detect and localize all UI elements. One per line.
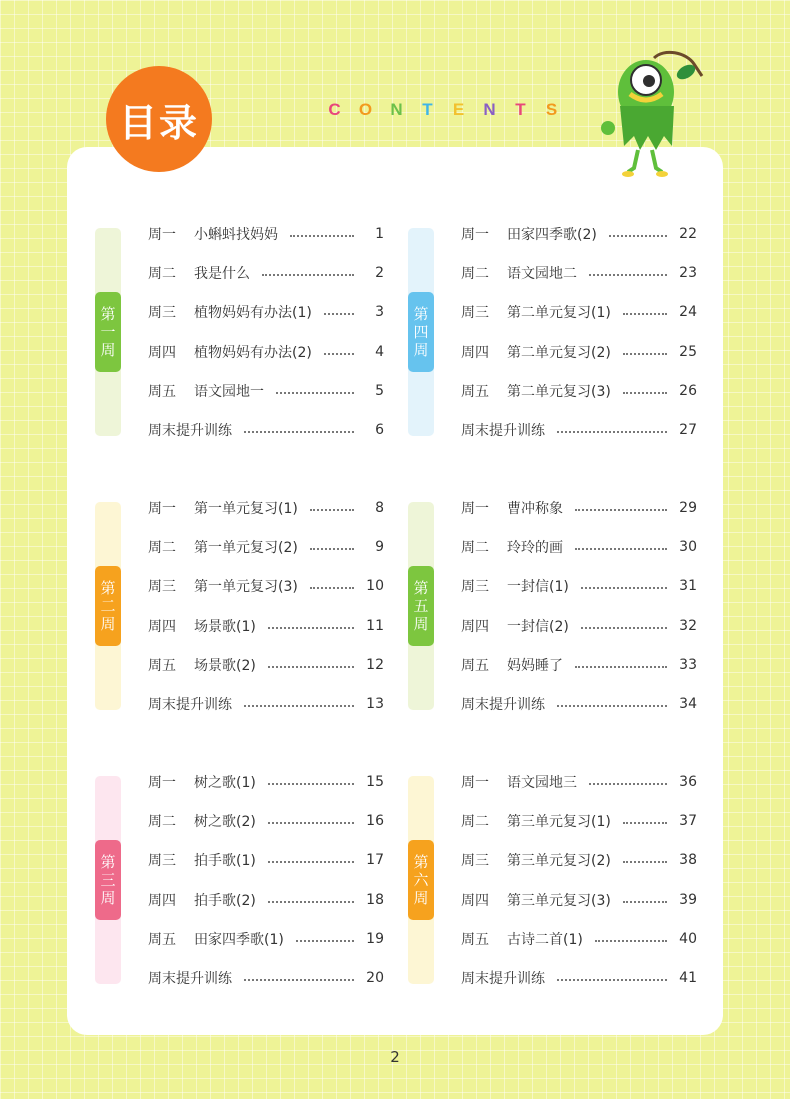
dot-leader [268,861,354,863]
dot-leader [310,587,354,589]
toc-entry-day: 周二 [148,540,176,557]
toc-entry-day: 周四 [461,344,489,361]
toc-entry-day: 周三 [148,305,176,322]
dot-leader [595,940,667,942]
toc-entry-page: 23 [679,265,697,282]
dot-leader [623,861,667,863]
dot-leader [244,979,354,981]
toc-entry-title: 田家四季歌(2) [507,227,597,243]
contents-letter: T [515,100,526,119]
week-tag-char: 周 [413,341,429,359]
toc-entry-page: 9 [375,539,384,556]
toc-entry-day: 周五 [461,931,489,948]
week-tag [408,840,434,920]
toc-entry-page: 8 [375,500,384,516]
week-tag-char: 周 [413,889,429,907]
toc-entry[interactable] [461,850,697,870]
toc-entry[interactable] [148,655,384,675]
toc-entry-page: 38 [679,852,697,869]
toc-entry[interactable] [461,890,697,910]
toc-entry-title: 第一单元复习(1) [194,501,298,517]
toc-entry-title: 场景歌(2) [194,657,256,674]
dot-leader [268,666,354,668]
toc-entry-title: 拍手歌(2) [194,892,256,909]
toc-entry-day: 周一 [148,775,176,791]
dot-leader [557,431,667,433]
toc-entry-title: 拍手歌(1) [194,853,256,870]
toc-entry-page: 29 [679,500,697,516]
toc-entry[interactable] [148,302,384,322]
toc-entry-day: 周三 [461,853,489,870]
toc-entry-page: 16 [366,813,384,830]
toc-entry-page: 27 [679,422,697,438]
dot-leader [589,274,667,276]
toc-entry[interactable] [461,694,697,714]
toc-entry-title: 古诗二首(1) [507,931,583,948]
toc-entry-day: 周二 [461,540,489,557]
toc-entry-title: 树之歌(1) [194,775,256,791]
toc-entry-page: 18 [366,891,384,908]
toc-entry-title: 妈妈睡了 [507,657,563,674]
toc-entry-title: 第一单元复习(2) [194,540,298,557]
toc-entry-page: 5 [375,382,384,399]
toc-entry-page: 20 [366,970,384,986]
toc-entry-title: 小蝌蚪找妈妈 [194,227,278,243]
toc-title-badge [106,66,212,172]
dot-leader [268,901,354,903]
week-tag-char: 五 [413,597,429,615]
dot-leader [276,392,354,394]
dot-leader [581,627,667,629]
week-tag-char: 二 [100,597,116,615]
week-tag [408,292,434,372]
toc-entry-page: 1 [375,226,384,242]
toc-entry[interactable] [148,850,384,870]
toc-entry[interactable] [148,890,384,910]
toc-entry-page: 32 [679,617,697,634]
toc-entry-title: 语文园地二 [507,266,577,283]
toc-entry-day: 周二 [148,814,176,831]
toc-entry-day: 周三 [148,853,176,870]
dot-leader [557,705,667,707]
toc-entry-title: 语文园地三 [507,775,577,791]
toc-entry-title: 周末提升训练 [461,423,545,439]
week-tag-char: 周 [100,889,116,907]
toc-entry-title: 周末提升训练 [461,697,545,713]
toc-entry-page: 6 [375,422,384,438]
week-tag-char: 第 [100,579,116,597]
page-number: 2 [390,1048,400,1066]
toc-entry[interactable] [148,381,384,401]
week-tag [95,840,121,920]
toc-entry-title: 周末提升训练 [148,423,232,439]
toc-entry[interactable] [148,576,384,596]
toc-entry-day: 周五 [148,383,176,400]
toc-entry[interactable] [461,263,697,283]
toc-entry-page: 19 [366,930,384,947]
week-tag-char: 第 [413,305,429,323]
week-tag-char: 三 [100,871,116,889]
dot-leader [557,979,667,981]
contents-letter: N [483,100,496,119]
toc-entry-day: 周一 [461,227,489,243]
toc-entry-day: 周一 [148,501,176,517]
dot-leader [623,901,667,903]
toc-entry-page: 39 [679,891,697,908]
dot-leader [310,509,354,511]
toc-entry-day: 周二 [148,266,176,283]
toc-entry-day: 周五 [148,931,176,948]
dot-leader [244,705,354,707]
contents-letter: N [390,100,403,119]
contents-letter: S [545,100,558,119]
week-tag-char: 一 [100,323,116,341]
toc-entry-title: 第三单元复习(3) [507,892,611,909]
dot-leader [575,509,667,511]
toc-entry-page: 22 [679,226,697,242]
toc-entry-title: 田家四季歌(1) [194,931,284,948]
toc-entry-day: 周一 [461,501,489,517]
dot-leader [589,783,667,785]
toc-entry-page: 33 [679,656,697,673]
toc-entry-title: 植物妈妈有办法(1) [194,305,312,322]
toc-entry-title: 第一单元复习(3) [194,579,298,596]
toc-entry-page: 10 [366,578,384,595]
toc-entry[interactable] [461,537,697,557]
week-tag-char: 周 [413,615,429,633]
toc-entry-page: 31 [679,578,697,595]
toc-entry-page: 30 [679,539,697,556]
toc-entry[interactable] [461,929,697,949]
toc-entry-page: 12 [366,656,384,673]
mascot-illustration [594,50,706,180]
toc-entry-day: 周一 [461,775,489,791]
toc-entry-page: 37 [679,813,697,830]
contents-letter: E [452,100,465,119]
dot-leader [290,235,354,237]
dot-leader [310,548,354,550]
toc-entry-page: 26 [679,382,697,399]
contents-wordmark [326,100,560,126]
week-tag [95,292,121,372]
toc-entry[interactable] [461,655,697,675]
toc-entry-title: 周末提升训练 [461,971,545,987]
toc-entry-page: 17 [366,852,384,869]
week-tag-char: 第 [100,305,116,323]
toc-entry-day: 周二 [461,266,489,283]
week-tag-char: 第 [413,853,429,871]
toc-entry[interactable] [148,498,384,518]
contents-letter: C [328,100,341,119]
toc-entry-day: 周四 [148,344,176,361]
week-tag-char: 六 [413,871,429,889]
contents-letter: T [422,100,433,119]
toc-entry[interactable] [461,576,697,596]
toc-entry-title: 第二单元复习(1) [507,305,611,322]
week-tag-char: 四 [413,323,429,341]
toc-entry[interactable] [461,968,697,988]
toc-entry-title: 第三单元复习(2) [507,853,611,870]
toc-entry[interactable] [461,498,697,518]
toc-entry-title: 周末提升训练 [148,697,232,713]
toc-entry-title: 一封信(2) [507,618,569,635]
dot-leader [609,235,667,237]
contents-letter: O [358,100,373,119]
toc-entry[interactable] [461,381,697,401]
toc-entry-day: 周四 [148,618,176,635]
toc-entry[interactable] [461,811,697,831]
toc-entry-day: 周四 [461,618,489,635]
toc-entry[interactable] [148,772,384,792]
toc-entry[interactable] [148,616,384,636]
toc-entry-title: 第三单元复习(1) [507,814,611,831]
toc-entry[interactable] [461,772,697,792]
toc-entry-day: 周一 [148,227,176,243]
week-tag-char: 第 [413,579,429,597]
dot-leader [623,392,667,394]
toc-entry-page: 36 [679,774,697,790]
toc-entry-page: 34 [679,696,697,712]
toc-entry-page: 40 [679,930,697,947]
toc-entry-title: 周末提升训练 [148,971,232,987]
week-tag [408,566,434,646]
toc-entry-page: 11 [366,617,384,634]
toc-entry[interactable] [148,224,384,244]
toc-entry[interactable] [148,929,384,949]
week-tag [95,566,121,646]
toc-entry[interactable] [461,342,697,362]
dot-leader [623,353,667,355]
toc-title: 目录 [118,100,199,145]
dot-leader [324,313,354,315]
dot-leader [268,822,354,824]
toc-entry-title: 玲玲的画 [507,540,563,557]
dot-leader [262,274,354,276]
toc-entry[interactable] [148,342,384,362]
toc-entry[interactable] [461,420,697,440]
toc-entry-page: 3 [375,304,384,321]
toc-entry-day: 周四 [461,892,489,909]
toc-entry[interactable] [461,224,697,244]
toc-entry-day: 周三 [461,579,489,596]
dot-leader [623,313,667,315]
toc-entry-day: 周二 [461,814,489,831]
toc-entry[interactable] [461,616,697,636]
week-tag-char: 周 [100,341,116,359]
week-tag-char: 第 [100,853,116,871]
week-tag-char: 周 [100,615,116,633]
toc-entry-page: 13 [366,696,384,712]
dot-leader [244,431,354,433]
toc-entry-title: 语文园地一 [194,383,264,400]
toc-entry-title: 第二单元复习(2) [507,344,611,361]
toc-entry-day: 周四 [148,892,176,909]
dot-leader [268,783,354,785]
toc-entry-day: 周五 [461,657,489,674]
dot-leader [623,822,667,824]
dot-leader [324,353,354,355]
toc-entry[interactable] [148,694,384,714]
toc-entry-day: 周三 [148,579,176,596]
toc-entry-page: 4 [375,343,384,360]
toc-entry[interactable] [148,420,384,440]
toc-entry-title: 一封信(1) [507,579,569,596]
toc-entry-title: 场景歌(1) [194,618,256,635]
toc-entry-title: 树之歌(2) [194,814,256,831]
dot-leader [575,548,667,550]
toc-entry-page: 24 [679,304,697,321]
toc-entry-page: 25 [679,343,697,360]
dot-leader [575,666,667,668]
toc-entry-day: 周五 [148,657,176,674]
toc-entry-title: 第二单元复习(3) [507,383,611,400]
toc-entry-title: 我是什么 [194,266,250,283]
toc-entry[interactable] [461,302,697,322]
toc-entry[interactable] [148,537,384,557]
toc-entry-page: 15 [366,774,384,790]
dot-leader [268,627,354,629]
toc-entry-page: 41 [679,970,697,986]
toc-entry-day: 周三 [461,305,489,322]
toc-entry[interactable] [148,968,384,988]
toc-entry-title: 植物妈妈有办法(2) [194,344,312,361]
toc-entry-page: 2 [375,265,384,282]
toc-entry[interactable] [148,263,384,283]
toc-entry[interactable] [148,811,384,831]
toc-entry-title: 曹冲称象 [507,501,563,517]
toc-entry-day: 周五 [461,383,489,400]
dot-leader [296,940,354,942]
dot-leader [581,587,667,589]
